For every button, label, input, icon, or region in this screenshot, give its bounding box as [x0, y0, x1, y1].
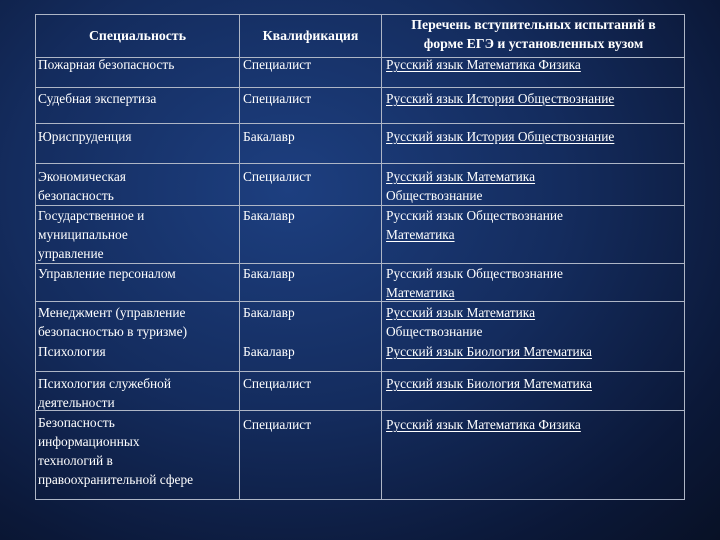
row-qualification: Специалист [243, 57, 312, 72]
row-qualification: Специалист [243, 91, 312, 106]
row-speciality: Менеджмент (управление [38, 305, 186, 320]
row-divider [36, 123, 684, 124]
header-exams-line1: Перечень вступительных испытаний в [411, 17, 656, 32]
row-qualification: Специалист [243, 417, 312, 432]
row-exams: Русский язык Математика [386, 305, 536, 320]
row-speciality: управление [38, 246, 104, 261]
row-speciality: деятельности [38, 395, 115, 410]
row-speciality: информационных [38, 434, 140, 449]
row-exams: Математика [386, 285, 455, 300]
row-speciality: правоохранительной сфере [38, 472, 194, 487]
row-speciality: Судебная экспертиза [38, 91, 157, 106]
row-speciality: Психология [38, 344, 106, 359]
row-exams: Русский язык Математика [386, 169, 536, 184]
header-speciality: Специальность [88, 28, 187, 43]
row-exams: Русский язык Математика Физика [386, 417, 581, 432]
row-divider [36, 410, 684, 411]
row-speciality: Безопасность [38, 415, 115, 430]
admission-table [35, 14, 685, 500]
row-qualification: Бакалавр [243, 129, 295, 144]
row-exams: Русский язык История Обществознание [386, 129, 615, 144]
row-exams: Обществознание [386, 324, 483, 339]
row-qualification: Бакалавр [243, 344, 295, 359]
row-exams: Русский язык Математика Физика [386, 57, 581, 72]
row-exams: Обществознание [386, 188, 483, 203]
row-speciality: Психология служебной [38, 376, 172, 391]
row-speciality: безопасностью в туризме) [38, 324, 188, 339]
row-speciality: технологий в [38, 453, 113, 468]
row-speciality: Юриспруденция [38, 129, 132, 144]
header-qualification: Квалификация [262, 28, 359, 43]
row-divider [36, 301, 684, 302]
row-qualification: Бакалавр [243, 208, 295, 223]
row-exams: Русский язык Биология Математика [386, 344, 592, 359]
row-speciality: безопасность [38, 188, 114, 203]
row-speciality: Пожарная безопасность [38, 57, 175, 72]
row-qualification: Бакалавр [243, 266, 295, 281]
row-speciality: Экономическая [38, 169, 126, 184]
row-exams: Русский язык Биология Математика [386, 376, 592, 391]
row-qualification: Специалист [243, 376, 312, 391]
row-divider [36, 87, 684, 88]
row-qualification: Бакалавр [243, 305, 295, 320]
row-divider [36, 163, 684, 164]
header-exams-line2: форме ЕГЭ и установленных вузом [423, 36, 644, 51]
row-qualification: Специалист [243, 169, 312, 184]
row-speciality: муниципальное [38, 227, 128, 242]
row-exams: Русский язык Обществознание [386, 266, 563, 281]
row-speciality: Управление персоналом [38, 266, 176, 281]
row-exams: Русский язык Обществознание [386, 208, 563, 223]
row-speciality: Государственное и [38, 208, 145, 223]
row-exams: Русский язык История Обществознание [386, 91, 615, 106]
row-exams: Математика [386, 227, 455, 242]
row-divider [36, 371, 684, 372]
